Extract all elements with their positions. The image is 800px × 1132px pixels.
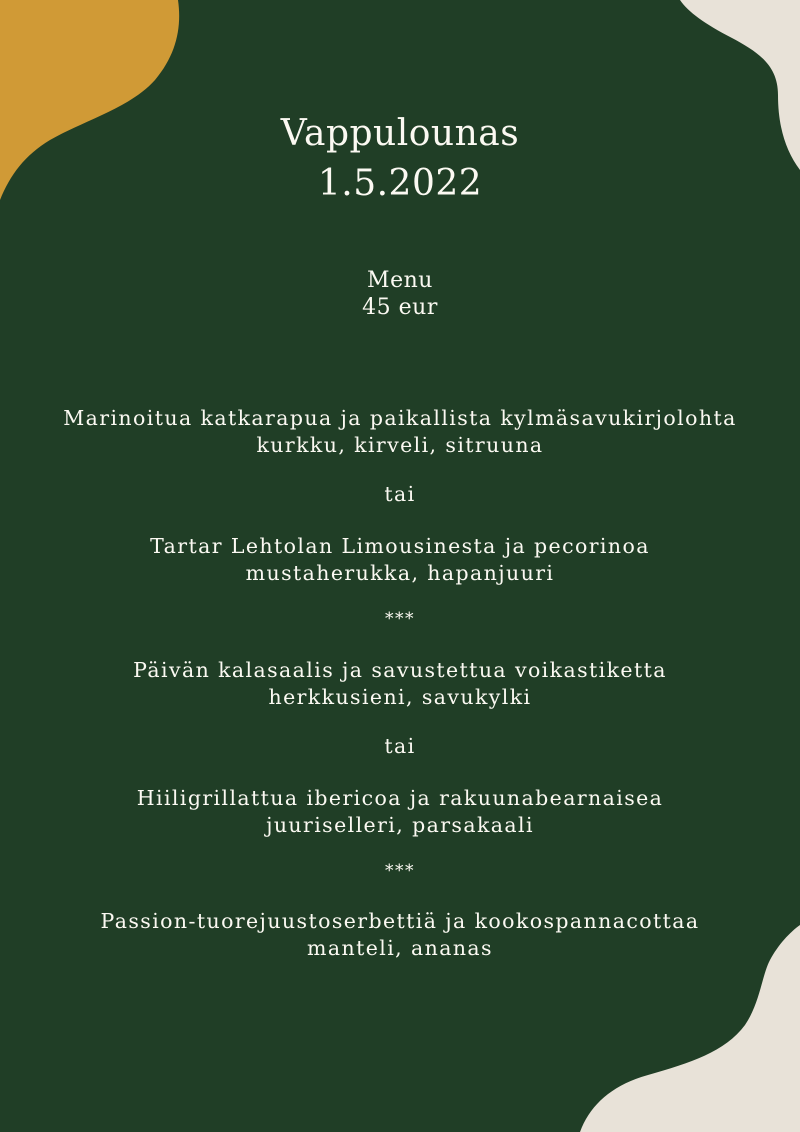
course-name: Hiiligrillattua ibericoa ja rakuunabearnaisea bbox=[136, 786, 664, 810]
menu-heading: Menu bbox=[367, 268, 433, 293]
course-details: kurkku, kirveli, sitruuna bbox=[256, 433, 544, 457]
course-details: mustaherukka, hapanjuuri bbox=[245, 561, 555, 585]
course-item bbox=[0, 785, 800, 839]
course-name: Tartar Lehtolan Limousinesta ja pecorinoa bbox=[150, 534, 650, 558]
menu-price: 45 eur bbox=[362, 295, 438, 320]
course-details: herkkusieni, savukylki bbox=[268, 685, 532, 709]
title-line-1: Vappulounas bbox=[280, 113, 520, 154]
course-break-separator: *** bbox=[385, 609, 415, 629]
course-details: juuriselleri, parsakaali bbox=[266, 813, 534, 837]
course-name: Päivän kalasaalis ja savustettua voikastiketta bbox=[133, 658, 667, 682]
or-separator: tai bbox=[384, 482, 416, 506]
course-name: Passion-tuorejuustoserbettiä ja kookospannacottaa bbox=[100, 909, 700, 933]
course-item bbox=[0, 533, 800, 587]
course-item bbox=[0, 657, 800, 711]
course-details: manteli, ananas bbox=[307, 936, 493, 960]
course-name: Marinoitua katkarapua ja paikallista kylmäsavukirjolohta bbox=[63, 406, 737, 430]
page-title bbox=[0, 109, 800, 209]
course-item bbox=[0, 908, 800, 962]
course-break-separator: *** bbox=[385, 861, 415, 881]
menu-heading-block bbox=[0, 267, 800, 321]
or-separator: tai bbox=[384, 734, 416, 758]
course-item bbox=[0, 405, 800, 459]
title-date: 1.5.2022 bbox=[317, 163, 483, 204]
